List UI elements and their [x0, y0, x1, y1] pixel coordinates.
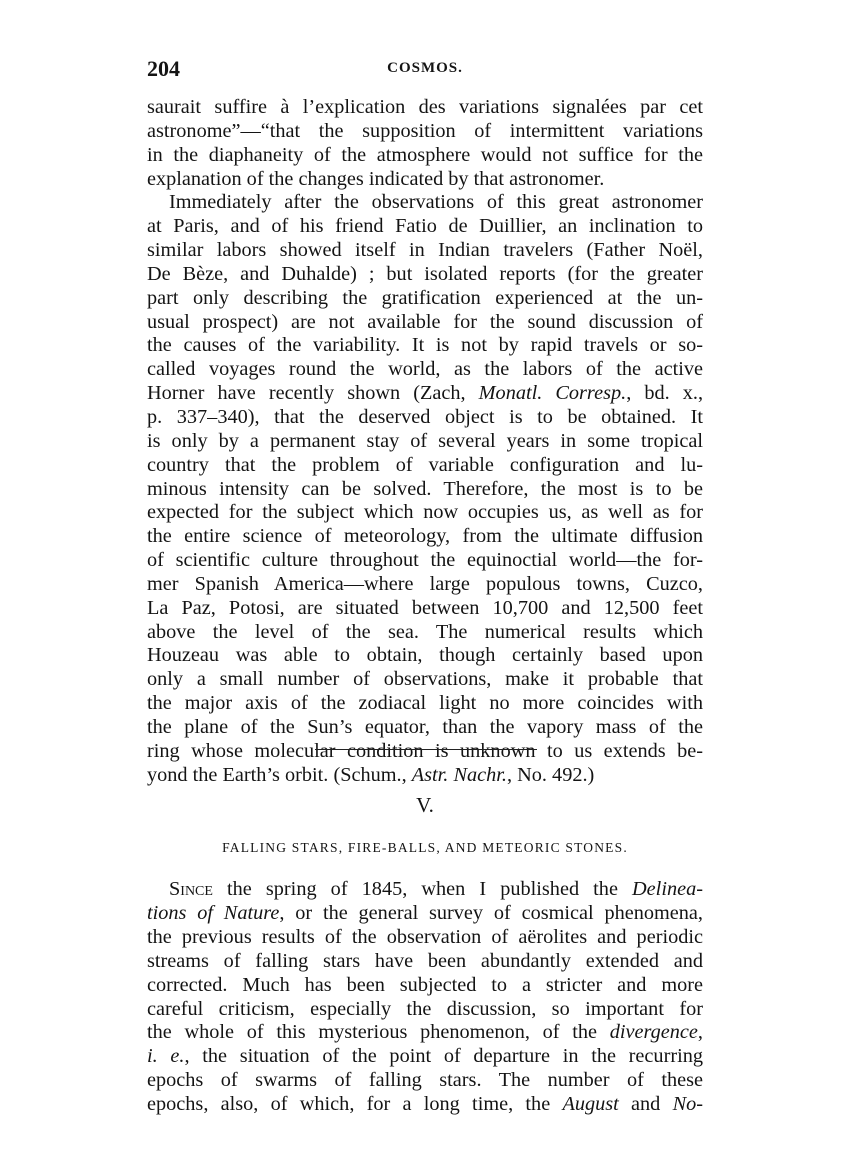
text-line: only a small number of observations, make it probable that: [147, 668, 703, 691]
section-title: FALLING STARS, FIRE-BALLS, AND METEORIC STONES.: [222, 840, 628, 855]
text-line: the previous results of the observation of aërolites and periodic: [147, 925, 703, 948]
text-span: , bd. x.,: [626, 382, 704, 405]
text-line: of scientific culture throughout the equinoctial world—the for-: [147, 549, 703, 572]
section-divider: [315, 749, 537, 750]
main-text: [147, 96, 703, 787]
text-line: epochs of swarms of falling stars. The number of these: [147, 1069, 703, 1092]
text-line: the causes of the variability. It is not by rapid travels or so-: [147, 334, 703, 357]
text-line: [147, 902, 703, 926]
small-caps-word: Since: [169, 878, 213, 901]
text-line: usual prospect) are not available for the sound discussion of: [147, 310, 703, 333]
text-line: the entire science of meteorology, from the ultimate diffusion: [147, 525, 703, 548]
text-line: [147, 1093, 703, 1117]
text-line: [147, 878, 703, 902]
text-line: the major axis of the zodiacal light no more coincides with: [147, 692, 703, 715]
text-line: in the diaphaneity of the atmosphere would not suffice for the: [147, 143, 703, 166]
month-italic: No-: [672, 1092, 703, 1115]
text-line: ring whose molecular condition is unknown to us extends be-: [147, 739, 703, 762]
running-head: COSMOS.: [387, 60, 463, 76]
text-span: yond the Earth’s orbit. (Schum.,: [147, 763, 412, 786]
page-number: 204: [147, 56, 180, 81]
paragraph-falling-stars: [147, 878, 703, 1116]
text-span: the whole of this mysterious phenomenon, of the: [147, 1021, 610, 1044]
text-span: the spring of 1845, when I published the: [212, 878, 633, 901]
text-line: [147, 764, 703, 788]
text-span: ,: [697, 1021, 703, 1044]
text-line: saurait suffire à l’explication des variations signalées par cet: [147, 96, 703, 118]
text-line: minous intensity can be solved. Therefore, the most is to be: [147, 477, 703, 500]
text-line: part only describing the gratification experienced at the un-: [147, 286, 703, 309]
text-line: De Bèze, and Duhalde) ; but isolated reports (for the greater: [147, 262, 703, 285]
text-span: Horner have recently shown (Zach,: [147, 382, 479, 405]
text-line: is only by a permanent stay of several years in some tropical: [147, 429, 703, 452]
text-line: the plane of the Sun’s equator, than the vapory mass of the: [147, 715, 703, 738]
paragraph-quote: [147, 96, 703, 191]
text-line: above the level of the sea. The numerical results which: [147, 620, 703, 643]
section-text: [147, 858, 703, 1137]
month-italic: August: [562, 1092, 619, 1115]
page-header: [147, 56, 703, 86]
text-line: [147, 1045, 703, 1069]
text-line: called voyages round the world, as the labors of the active: [147, 358, 703, 381]
title-italic: Delinea-: [632, 878, 703, 901]
citation-italic: Astr. Nachr.: [411, 763, 507, 786]
text-line: Houzeau was able to obtain, though certainly based upon: [147, 644, 703, 667]
text-line: careful criticism, especially the discussion, so important for: [147, 997, 703, 1020]
text-line: [147, 1021, 703, 1045]
text-line: [147, 382, 703, 406]
text-line: at Paris, and of his friend Fatio de Duillier, an inclination to: [147, 215, 703, 238]
text-line: corrected. Much has been subjected to a stricter and more: [147, 973, 703, 996]
text-line: p. 337–340), that the deserved object is to be obtained. It: [147, 405, 703, 428]
text-line: astronome”—“that the supposition of intermittent variations: [147, 119, 703, 142]
text-line: explanation of the changes indicated by that astronomer.: [147, 167, 605, 190]
text-span: , No. 492.): [506, 763, 595, 786]
abbrev-italic: i. e.: [147, 1045, 185, 1068]
text-span: epochs, also, of which, for a long time, the: [147, 1092, 563, 1115]
text-line: streams of falling stars have been abundantly extended and: [147, 949, 703, 972]
text-line: La Paz, Potosi, are situated between 10,700 and 12,500 feet: [147, 596, 703, 619]
text-line: expected for the subject which now occupies us, as well as for: [147, 501, 703, 524]
text-span: , or the general survey of cosmical phenomena,: [279, 902, 703, 925]
text-line: country that the problem of variable configuration and lu-: [147, 453, 703, 476]
text-line: similar labors showed itself in Indian travelers (Father Noël,: [147, 239, 703, 262]
text-line: Immediately after the observations of this great astronomer: [169, 191, 703, 214]
paragraph-travelers: [147, 191, 703, 787]
text-line: mer Spanish America—where large populous towns, Cuzco,: [147, 572, 703, 595]
term-italic: divergence: [609, 1021, 698, 1044]
title-italic: tions of Nature: [147, 902, 280, 925]
section-number: V.: [416, 793, 434, 817]
citation-italic: Monatl. Corresp.: [478, 382, 627, 405]
text-span: and: [618, 1092, 673, 1115]
text-span: , the situation of the point of departure in the recurring: [184, 1045, 703, 1068]
